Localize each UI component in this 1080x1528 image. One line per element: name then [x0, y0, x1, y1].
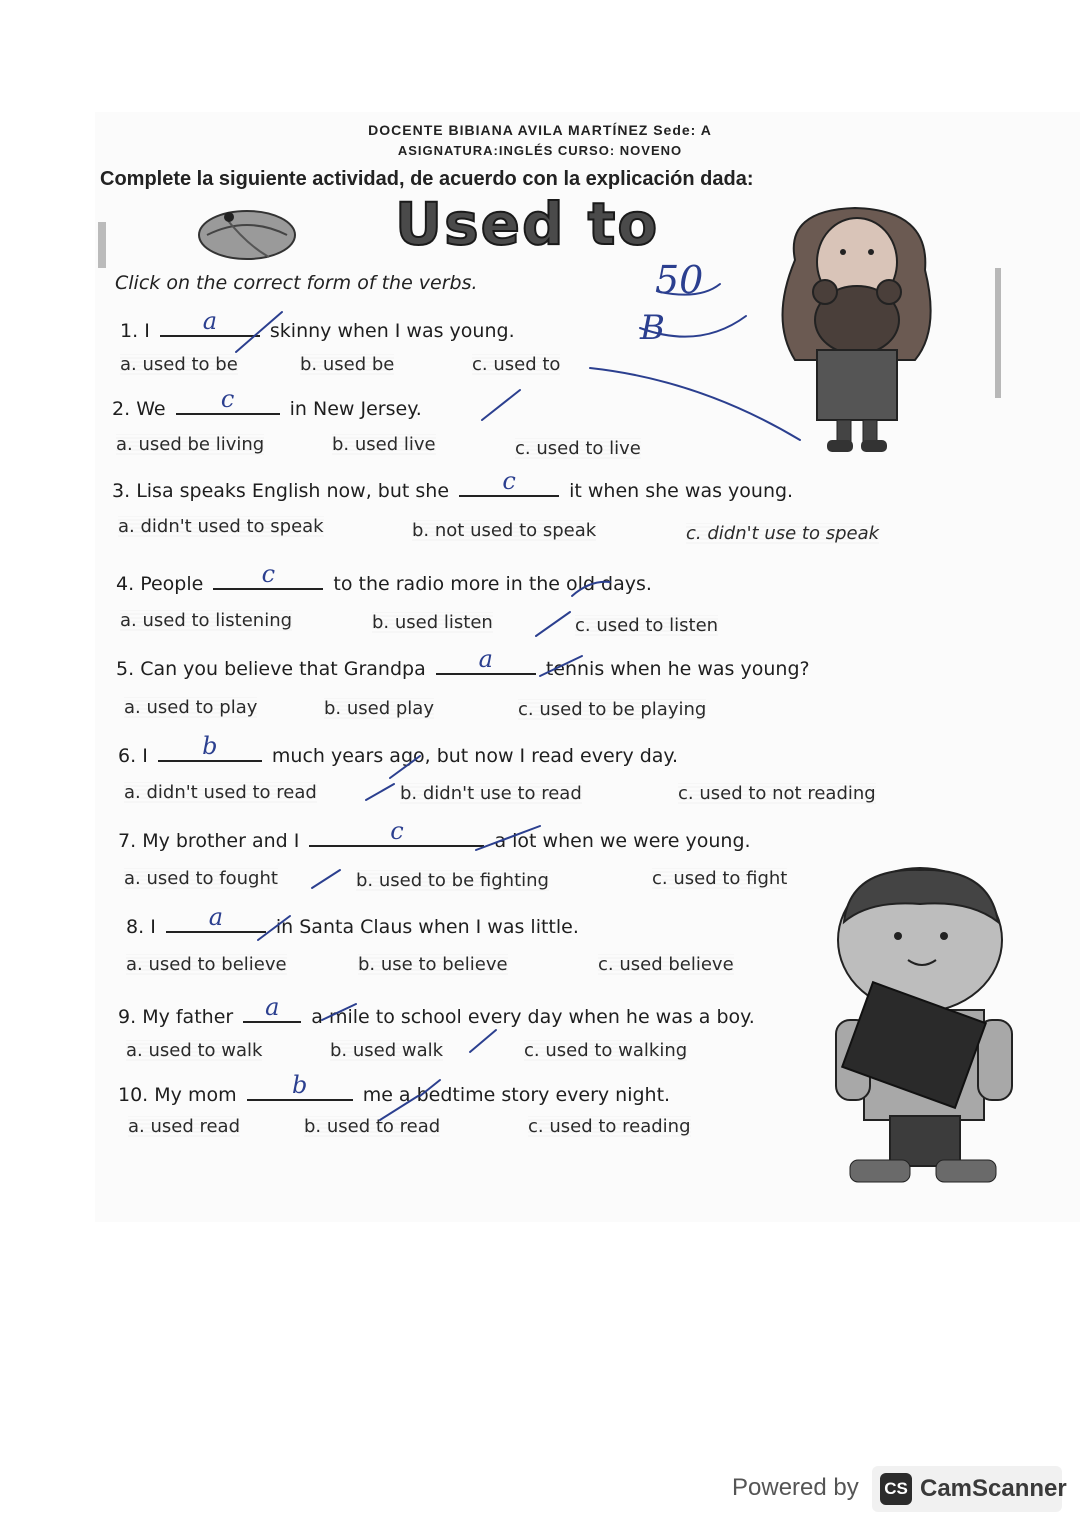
question-text-after: much years ago, but now I read every day. — [271, 745, 679, 767]
powered-by-text: Powered by — [732, 1474, 859, 1501]
question-text-after: skinny when I was young. — [269, 320, 515, 342]
question-10 — [118, 1071, 671, 1106]
camscanner-badge — [872, 1466, 1067, 1512]
option-9c[interactable]: c. used to walking — [524, 1040, 688, 1061]
option-3b[interactable]: b. not used to speak — [412, 520, 597, 541]
handwritten-answer: a — [265, 993, 280, 1021]
answer-blank[interactable] — [213, 560, 323, 590]
handwritten-answer: c — [390, 817, 404, 845]
camscanner-watermark — [732, 1466, 1067, 1512]
question-text-before: I — [150, 916, 156, 938]
question-text-before: I — [144, 320, 150, 342]
answer-blank[interactable] — [158, 732, 262, 762]
question-number: 1. — [120, 320, 139, 342]
option-8c[interactable]: c. used believe — [598, 954, 734, 975]
question-number: 9. — [118, 1006, 137, 1028]
handwritten-answer: a — [208, 903, 223, 931]
option-6c[interactable]: c. used to not reading — [678, 783, 876, 804]
grade-score: 50 — [655, 258, 704, 302]
option-6a[interactable]: a. didn't used to read — [124, 782, 317, 803]
option-2b[interactable]: b. used live — [332, 434, 436, 455]
answer-blank[interactable] — [309, 817, 484, 847]
option-1a[interactable]: a. used to be — [120, 354, 238, 375]
subject-header: ASIGNATURA:INGLÉS CURSO: NOVENO — [397, 143, 683, 158]
option-2c[interactable]: c. used to live — [515, 438, 641, 459]
camscanner-brand-name: CamScanner — [920, 1475, 1067, 1502]
option-2a[interactable]: a. used be living — [116, 434, 265, 455]
question-5 — [116, 645, 810, 680]
question-text-after: a lot when we were young. — [494, 830, 751, 852]
question-text-before: My mom — [154, 1084, 237, 1106]
option-8a[interactable]: a. used to believe — [126, 954, 287, 975]
question-text-before: People — [140, 573, 204, 595]
question-number: 8. — [126, 916, 145, 938]
question-text-before: I — [142, 745, 148, 767]
question-text-before: Lisa speaks English now, but she — [136, 480, 450, 502]
question-3 — [112, 467, 794, 502]
scan-mark-left — [98, 222, 106, 268]
handwritten-answer: c — [220, 385, 235, 413]
question-number: 4. — [116, 573, 135, 595]
question-9 — [118, 993, 755, 1028]
option-9b[interactable]: b. used walk — [330, 1040, 444, 1061]
option-1b[interactable]: b. used be — [300, 354, 395, 375]
option-5b[interactable]: b. used play — [324, 698, 434, 719]
option-5a[interactable]: a. used to play — [124, 697, 258, 718]
scan-mark-right — [995, 268, 1001, 398]
answer-blank[interactable] — [160, 307, 260, 337]
question-1 — [120, 307, 515, 342]
ball-illustration — [195, 205, 300, 261]
question-4 — [116, 560, 652, 595]
handwritten-answer: c — [502, 467, 516, 495]
option-9a[interactable]: a. used to walk — [126, 1040, 263, 1061]
handwritten-answer: a — [478, 645, 493, 673]
question-text-after: me a bedtime story every night. — [362, 1084, 671, 1106]
answer-blank[interactable] — [247, 1071, 353, 1101]
question-text-before: We — [136, 398, 166, 420]
option-4b[interactable]: b. used listen — [372, 612, 493, 633]
question-text-after: to the radio more in the old days. — [333, 573, 652, 595]
option-7a[interactable]: a. used to fought — [124, 868, 278, 889]
question-text-after: in New Jersey. — [289, 398, 422, 420]
question-number: 7. — [118, 830, 137, 852]
option-10b[interactable]: b. used to read — [304, 1116, 441, 1137]
answer-blank[interactable] — [436, 645, 536, 675]
answer-blank[interactable] — [176, 385, 280, 415]
option-10c[interactable]: c. used to reading — [528, 1116, 691, 1137]
option-1c[interactable]: c. used to — [472, 354, 561, 375]
handwritten-answer: a — [202, 307, 217, 335]
girl-with-teddy-illustration — [755, 200, 965, 460]
question-text-after: in Santa Claus when I was little. — [275, 916, 579, 938]
option-6b[interactable]: b. didn't use to read — [400, 783, 582, 804]
question-number: 5. — [116, 658, 135, 680]
boy-with-camera-illustration — [820, 860, 1030, 1195]
question-6 — [118, 732, 679, 767]
handwritten-answer: b — [291, 1071, 308, 1099]
question-number: 6. — [118, 745, 137, 767]
option-8b[interactable]: b. use to believe — [358, 954, 508, 975]
question-number: 10. — [118, 1084, 149, 1106]
activity-instruction: Complete la siguiente actividad, de acuerdo con la explicación dada: — [100, 168, 754, 190]
option-5c[interactable]: c. used to be playing — [518, 699, 707, 720]
question-text-before: Can you believe that Grandpa — [140, 658, 426, 680]
worksheet-title: Used to — [395, 190, 660, 258]
option-7c[interactable]: c. used to fight — [652, 868, 788, 889]
question-text-before: My father — [142, 1006, 234, 1028]
question-text-before: My brother and I — [142, 830, 300, 852]
answer-blank[interactable] — [166, 903, 266, 933]
worksheet-subtitle: Click on the correct form of the verbs. — [115, 272, 478, 294]
handwritten-answer: c — [261, 560, 276, 588]
camscanner-logo-icon: CS — [880, 1473, 912, 1505]
question-text-after: it when she was young. — [569, 480, 794, 502]
option-7b[interactable]: b. used to be fighting — [356, 870, 549, 891]
question-number: 3. — [112, 480, 131, 502]
handwritten-answer: b — [202, 732, 218, 760]
option-4a[interactable]: a. used to listening — [120, 610, 293, 631]
option-4c[interactable]: c. used to listen — [575, 615, 719, 636]
question-7 — [118, 817, 751, 852]
question-8 — [126, 903, 579, 938]
teacher-header: DOCENTE BIBIANA AVILA MARTÍNEZ Sede: A — [368, 122, 712, 138]
answer-blank[interactable] — [243, 993, 301, 1023]
option-10a[interactable]: a. used read — [128, 1116, 241, 1137]
answer-blank[interactable] — [459, 467, 559, 497]
question-text-after: tennis when he was young? — [545, 658, 810, 680]
question-2 — [112, 385, 422, 420]
question-text-after: a mile to school every day when he was a boy. — [311, 1006, 755, 1028]
question-number: 2. — [112, 398, 131, 420]
option-3a[interactable]: a. didn't used to speak — [118, 516, 324, 537]
option-3c[interactable]: c. didn't use to speak — [686, 523, 880, 544]
grade-letter: B — [640, 308, 665, 348]
